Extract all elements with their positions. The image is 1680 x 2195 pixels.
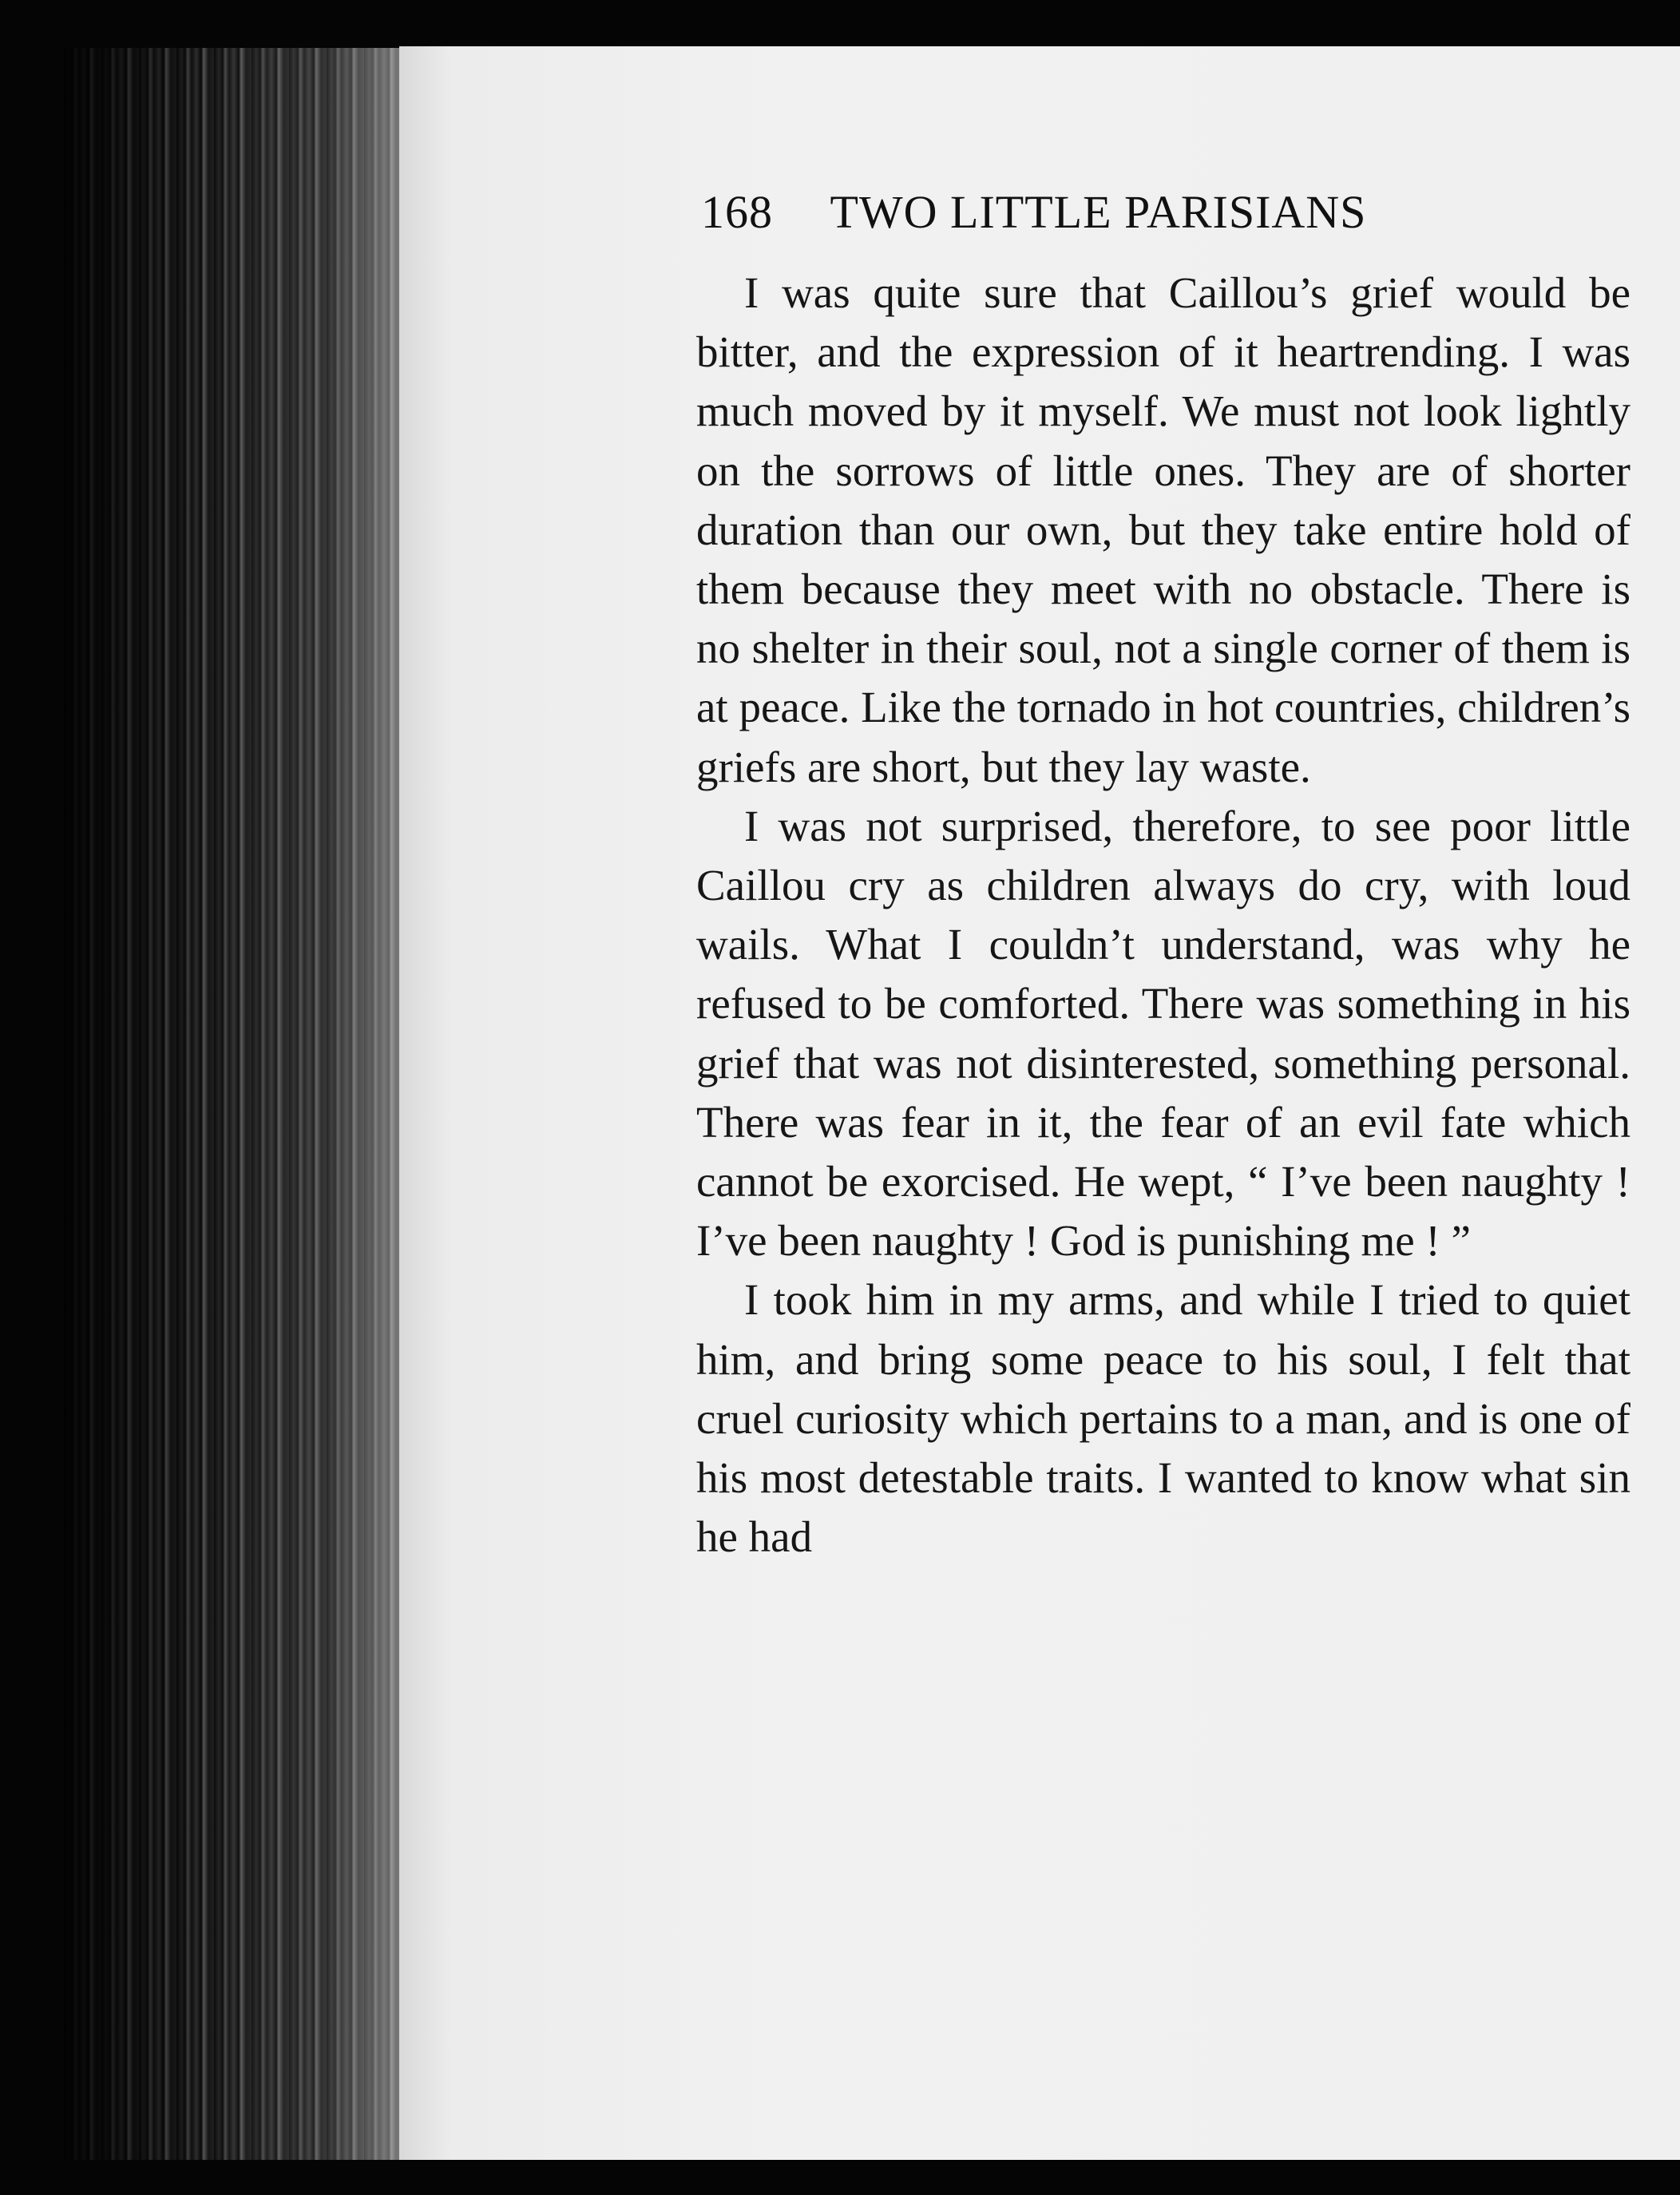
running-title: TWO LITTLE PARISIANS <box>830 186 1367 238</box>
body-text <box>696 263 1630 1567</box>
paragraph-2: I was not surprised, therefore, to see poor little Caillou cry as children always do cry, with loud wails. What I couldn’t understand, was why he refused to be comforted. There was something in his grief that was not disinterested, something personal. There was fear in it, the fear of an evil fate which cannot be exorcised. He wept, “ I’ve been naughty ! I’ve been naughty ! God is punishing me ! ” <box>696 801 1630 1266</box>
paragraph-1: I was quite sure that Caillou’s grief would be bitter, and the expression of it heartrending. I was much moved by it myself. We must not look lightly on the sorrows of little ones. They are of shorter duration than our own, but they take entire hold of them because they meet with no obstacle. There is no shelter in their soul, not a single corner of them is at peace. Like the tornado in hot countries, children’s griefs are short, but they lay waste. <box>696 268 1630 791</box>
page-number: 168 <box>701 186 773 238</box>
paragraph-3: I took him in my arms, and while I tried to quiet him, and bring some peace to his soul, I felt that cruel curiosity which pertains to a man, and is one of his most detestable traits. I wanted to know what sin he had <box>696 1275 1630 1562</box>
gutter-shading <box>64 48 415 2164</box>
page-header <box>701 185 1500 241</box>
bottom-edge-shadow <box>64 2160 1680 2195</box>
